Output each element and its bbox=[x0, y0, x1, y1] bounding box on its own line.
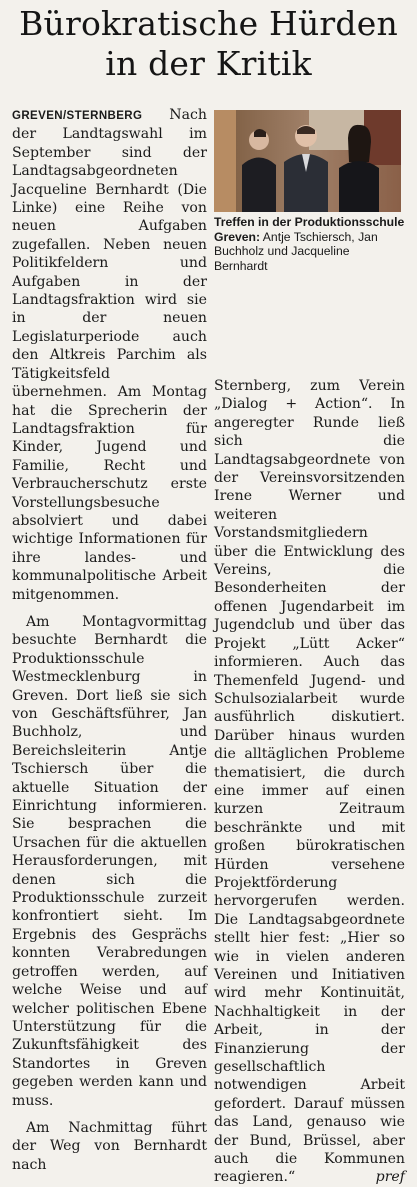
article-paragraph-2: Am Montagvormittag besuchte Bernhardt die Produktionsschule Westmecklenburg in Greven. Dort ließ sie sich von Geschäftsführer, Jan Buchholz, und Bereichsleiterin Antje Tschiersch über die aktuelle Situation der Einrichtung informieren. Sie besprachen die Ursachen für die aktuellen Herausforderungen, mit denen sich die Produktionsschule zurzeit konfrontiert sieht. Im Ergebnis des Gesprächs konnten Verabredungen getroffen werden, auf welche Weise und auf welcher politischen Ebene Unterstützung für die Zukunftsfähigkeit des Standortes in Greven gegeben werden kann und muss. bbox=[12, 613, 207, 1109]
article-paragraph-1 bbox=[12, 106, 207, 604]
caption-names: Antje Tschiersch, Jan Buchholz und Jacqueline Bernhardt bbox=[214, 229, 378, 273]
dateline: GREVEN/STERNBERG bbox=[12, 110, 143, 122]
article-paragraph-3-start: Am Nachmittag führt der Weg von Bernhardt nach bbox=[12, 1119, 207, 1173]
author-signature: pref bbox=[375, 1169, 405, 1186]
paragraph-3-right-text: Sternberg, zum Verein „Dialog + Action“. In angeregter Runde ließ sich die Landtagsabgeordnete von der Vereinsvorsitzenden Irene Werner und weiteren Vorstandsmitgliedern über die Entwicklung des Vereins, die Besonderheiten der offenen Jugendarbeit im Jugendclub und über das Projekt „Lütt Acker“ informieren. Auch das Themenfeld Jugend- und Schulsozialarbeit wurde ausführlich diskutiert. Darüber hinaus wurden die alltäglichen Probleme thematisiert, die durch eine immer auf einen kurzen Zeitraum beschränkte und mit großen bürokratischen Hürden versehene Projektförderung hervorgerufen werden. Die Landtagsabgeordnete stellt hier fest: „Hier so wie in vielen anderen Vereinen und Initiativen wird mehr Kontinuität, Nachhaltigkeit in der Arbeit, in der Finanzierung der gesellschaftlich notwendigen Arbeit gefordert. Darauf müssen das Land, genauso wie der Bund, Brüssel, aber auch die Kommunen reagieren.“ bbox=[214, 378, 405, 1186]
photo bbox=[214, 110, 401, 212]
paragraph-1-text: Nach der Landtagswahl im September sind der Landtagsabgeordneten Jacqueline Bernhardt (Die Linke) eine Reihe von neuen Aufgaben zugefallen. Neben neuen Politikfeldern und Aufgaben in der Landtagsfraktion wird sie in der neuen Legislaturperiode auch den Altkreis Parchim als Tätigkeitsfeld übernehmen. Am Montag hat die Sprecherin der Landtagsfraktion für Kinder, Jugend und Familie, Recht und Verbraucherschutz erste Vorstellungsbesuche absolviert und dabei wichtige Informationen für ihre landes- und kommunalpolitische Arbeit mitgenommen. bbox=[12, 107, 207, 603]
headline-line-1: Bürokratische Hürden bbox=[19, 4, 398, 43]
article-paragraph-3-continued bbox=[214, 377, 405, 1187]
caption-title: Treffen in der Produktionsschule Greven: bbox=[214, 215, 405, 244]
headline-line-2: in der Kritik bbox=[105, 44, 312, 83]
article-column-right bbox=[214, 377, 405, 1187]
photo-caption bbox=[214, 215, 405, 273]
article-column-left bbox=[12, 106, 207, 1174]
headline bbox=[0, 4, 417, 84]
photo-three-people-icon bbox=[214, 110, 401, 212]
